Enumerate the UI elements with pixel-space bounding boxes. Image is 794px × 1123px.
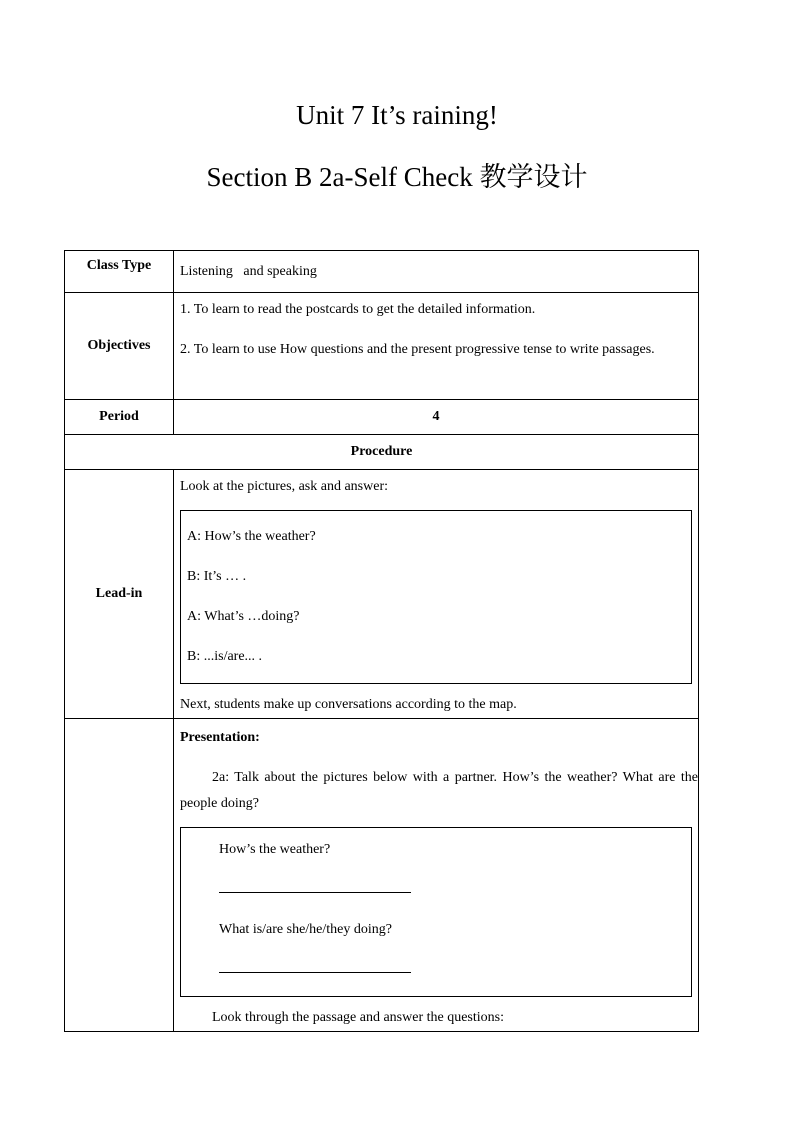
answer-prompt: What is/are she/he/they doing?: [219, 922, 392, 937]
objectives-row: [65, 293, 699, 400]
procedure-row: [65, 435, 699, 470]
lead-in-intro: Look at the pictures, ask and answer:: [180, 479, 388, 494]
lead-in-outro: Next, students make up conversations according to the map.: [180, 697, 517, 712]
answer-prompt: How’s the weather?: [219, 842, 331, 857]
lead-in-row: [65, 470, 699, 719]
document-title: Unit 7 It’s raining!: [296, 100, 498, 130]
objective-item: 1. To learn to read the postcards to get the detailed information.: [180, 302, 536, 317]
presentation-heading: Presentation:: [180, 730, 260, 745]
lead-in-label: Lead-in: [65, 470, 174, 719]
dialogue-line: A: How’s the weather?: [187, 529, 316, 544]
lead-in-content: [174, 470, 699, 719]
class-type-value: Listening and speaking: [174, 251, 699, 293]
presentation-content: [174, 719, 699, 1032]
lesson-plan-table: [64, 250, 699, 1032]
presentation-label-cell: [65, 719, 174, 1032]
answer-line-row: [219, 870, 685, 910]
period-row: [65, 400, 699, 435]
answer-line-row: [219, 950, 685, 990]
class-type-row: [65, 251, 699, 293]
answer-blank-line[interactable]: [219, 956, 411, 973]
answer-blank-line[interactable]: [219, 876, 411, 893]
document-subtitle: Section B 2a-Self Check 教学设计: [206, 162, 588, 192]
dialogue-line: A: What’s …doing?: [187, 609, 300, 624]
presentation-closing: Look through the passage and answer the questions:: [212, 1010, 504, 1025]
dialogue-line: B: It’s … .: [187, 569, 247, 584]
class-type-label: Class Type: [65, 251, 174, 293]
answer-box: [180, 827, 692, 997]
period-value: 4: [174, 400, 699, 435]
procedure-label: Procedure: [65, 435, 699, 470]
objectives-content: [174, 293, 699, 400]
presentation-row: [65, 719, 699, 1032]
dialogue-box: [180, 510, 692, 684]
objectives-label: Objectives: [65, 293, 174, 400]
period-label: Period: [65, 400, 174, 435]
objective-item: 2. To learn to use How questions and the present progressive tense to write passages.: [180, 342, 655, 357]
dialogue-line: B: ...is/are... .: [187, 649, 263, 664]
presentation-task: 2a: Talk about the pictures below with a partner. How’s the weather? What are the people doing?: [180, 770, 698, 811]
